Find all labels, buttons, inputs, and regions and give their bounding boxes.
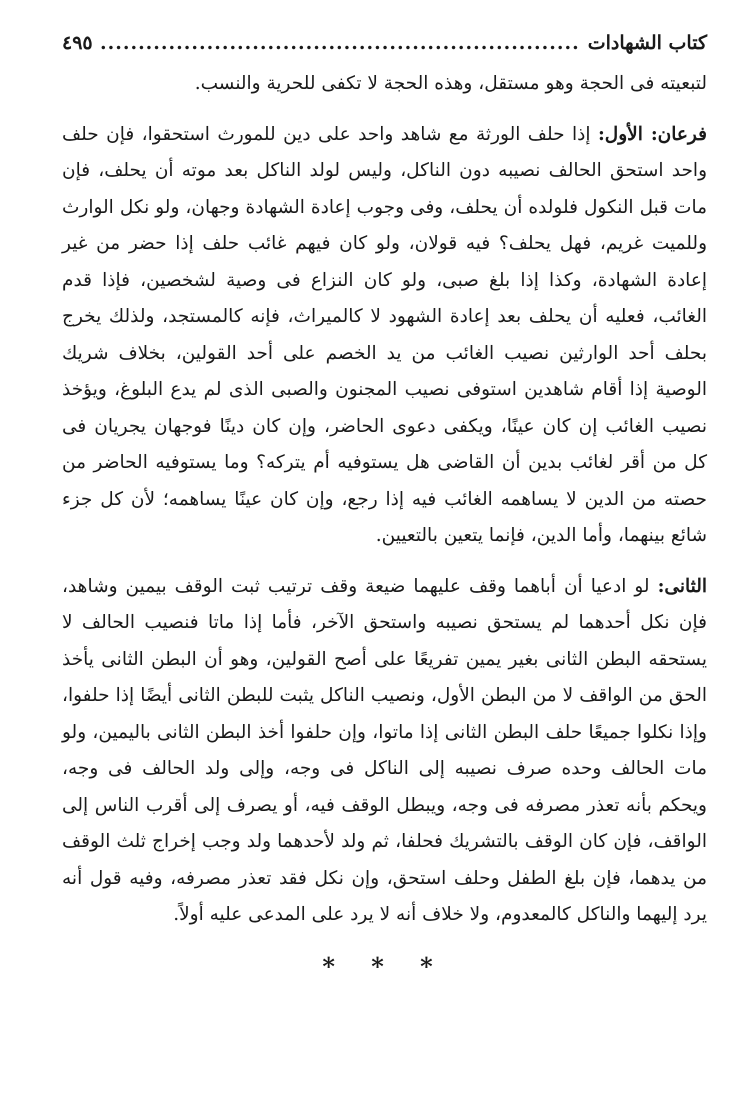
second-branch-heading: الثانى: xyxy=(657,575,707,597)
chapter-title: كتاب الشهادات xyxy=(587,32,707,54)
dot-leader xyxy=(101,30,580,56)
first-branch-text: إذا حلف الورثة مع شاهد واحد على دين للمورث استحقوا، فإن حلف واحد استحق الحالف نصيبه دون الناكل، وليس لولد الناكل بعد موته أن يحلف، فإن مات قبل النكول فلولده أن يحلف، وفى وجوب إعادة الشهادة وجهان، ولو نكل الوارث وللميت غريم، فهل يحلف؟ فيه قولان، ولو كان فيهم غائب حلف إذا حضر من غير إعادة الشهادة، وكذا إذا بلغ صبى، ولو كان النزاع فى وصية لشخصين، فإذا قدم الغائب، فعليه أن يحلف بعد إعادة الشهود لا كالميراث، فإنه كالمستجد، ولذلك يخرج بحلف أحد الوارثين نصيب الغائب من يد الخصم على أحد القولين، بخلاف شريك الوصية إذا أقام شاهدين استوفى نصيب المجنون والصبى الذى لم يدع البلوغ، ويؤخذ نصيب الغائب إن كان عينًا، ويكفى دعوى الحاضر، وإن كان دينًا فوجهان يجريان فى كل من أقر لغائب بدين أن القاضى هل يستوفيه أم يتركه؟ وما يستوفيه الحاضر من حصته من الدين لا يساهمه الغائب فيه إذا رجع، وإن كان عينًا يساهمه؛ لأن كل جزء شائع بينهما، وأما الدين، فإنما يتعين بالتعيين. xyxy=(62,123,707,546)
continuation-paragraph: لتبعيته فى الحجة وهو مستقل، وهذه الحجة لا تكفى للحرية والنسب. xyxy=(194,73,707,94)
book-page xyxy=(62,30,707,981)
running-header xyxy=(62,30,707,56)
second-branch-paragraph xyxy=(62,569,707,934)
first-branch-paragraph xyxy=(62,117,707,555)
section-separator: * * * xyxy=(322,951,447,981)
second-branch-text: لو ادعيا أن أباهما وقف عليهما ضيعة وقف ترتيب ثبت الوقف بيمين وشاهد، فإن نكل أحدهما لم يستحق نصيبه واستحق الآخر، فأما إذا ماتا فنصيب الحالف لا يستحقه البطن الثانى بغير يمين تفريعًا على أصح القولين، وهو أن البطن الثانى يأخذ الحق من الواقف لا من البطن الأول، ونصيب الناكل يثبت للبطن الثانى أيضًا إذا حلفوا، وإذا نكلوا جميعًا حلف البطن الثانى إذا ماتوا، وإن حلفوا أخذ البطن الثانى باليمين، ولو مات الحالف وحده صرف نصيبه إلى الناكل فى وجه، وإلى ولد الحالف فى وجه، ويحكم بأنه تعذر مصرفه فى وجه، ويبطل الوقف فيه، أو يصرف إلى أقرب الناس إلى الواقف، فإن كان الوقف بالتشريك فحلفا، ثم ولد لأحدهما ولد وجب إخراج ثلث الوقف من يدهما، فإن بلغ الطفل وحلف استحق، وإن نكل فقد تعذر مصرفه، وفيه قول أنه يرد إليهما والناكل كالمعدوم، ولا خلاف أنه لا يرد على المدعى عليه أولاً. xyxy=(62,575,707,925)
page-number: ٤٩٥ xyxy=(62,32,93,54)
first-branch-heading: فرعان: الأول: xyxy=(597,123,707,145)
